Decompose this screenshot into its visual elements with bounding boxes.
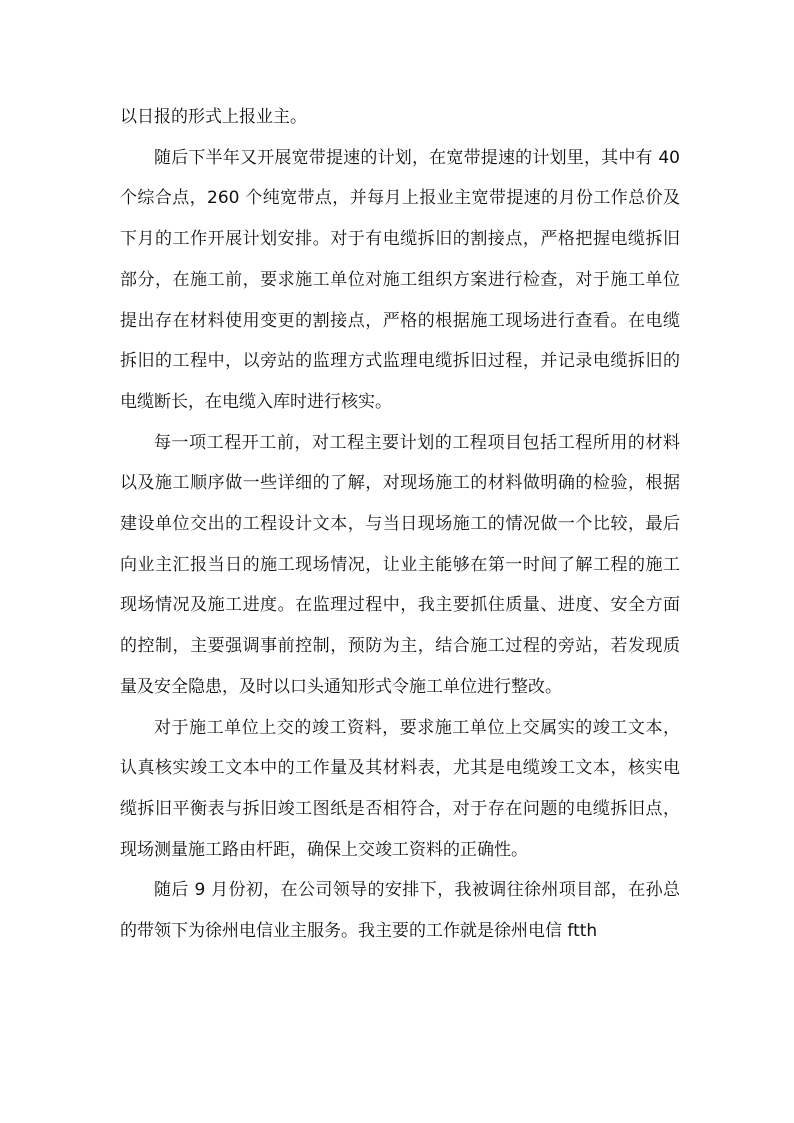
paragraph-2: 随后下半年又开展宽带提速的计划，在宽带提速的计划里，其中有 40 个综合点，260 个纯宽带点，并每月上报业主宽带提速的月份工作总价及下月的工作开展计划安排。对于有电缆拆旧的割接点，严格把握电缆拆旧部分，在施工前，要求施工单位对施工组织方案进行检查，对于施工单位提出存在材料使用变更的割接点，严格的根据施工现场进行查看。在电缆拆旧的工程中，以旁站的监理方式监理电缆拆旧过程，并记录电缆拆旧的电缆断长，在电缆入库时进行核实。	[120, 147, 680, 412]
document-body	[120, 97, 680, 952]
paragraph-3: 每一项工程开工前，对工程主要计划的工程项目包括工程所用的材料以及施工顺序做一些详细的了解，对现场施工的材料做明确的检验，根据建设单位交出的工程设计文本，与当日现场施工的情况做一个比较，最后向业主汇报当日的施工现场情况，让业主能够在第一时间了解工程的施工现场情况及施工进度。在监理过程中，我主要抓住质量、进度、安全方面的控制，主要强调事前控制，预防为主，结合施工过程的旁站，若发现质量及安全隐患，及时以口头通知形式令施工单位进行整改。	[120, 432, 680, 697]
paragraph-4: 对于施工单位上交的竣工资料，要求施工单位上交属实的竣工文本，认真核实竣工文本中的工作量及其材料表，尤其是电缆竣工文本，核实电缆拆旧平衡表与拆旧竣工图纸是否相符合，对于存在问题的电缆拆旧点，现场测量施工路由杆距，确保上交竣工资料的正确性。	[120, 717, 680, 860]
paragraph-1: 以日报的形式上报业主。	[120, 107, 307, 127]
paragraph-5: 随后 9 月份初，在公司领导的安排下，我被调往徐州项目部，在孙总的带领下为徐州电信业主服务。我主要的工作就是徐州电信 ftth	[120, 880, 680, 942]
